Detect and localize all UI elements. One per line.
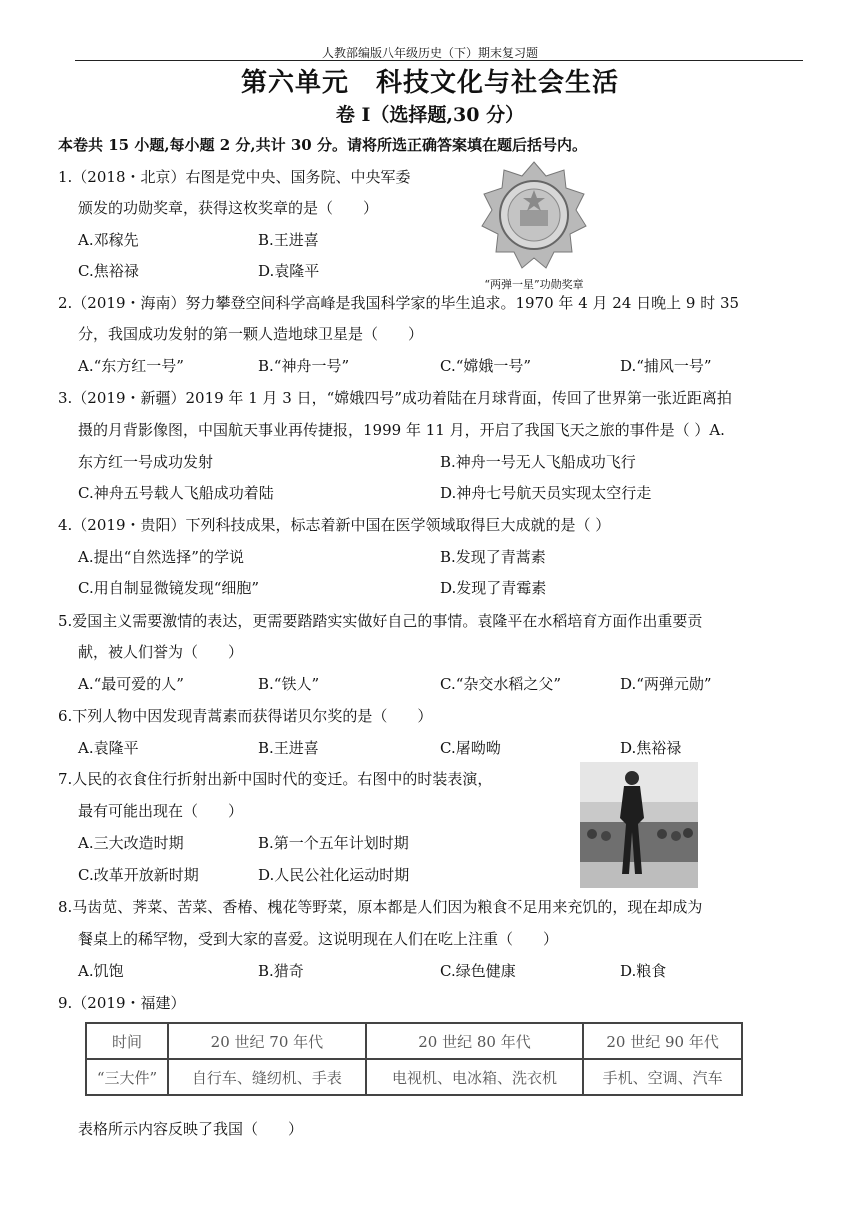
q9-question: 表格所示内容反映了我国（ ） [78, 1120, 304, 1138]
q8-stem-line2: 餐桌上的稀罕物，受到大家的喜爱。这说明现在人们在吃上注重（ ） [78, 930, 559, 948]
q1-option-b[interactable]: B.王进喜 [258, 231, 319, 249]
q3-option-d[interactable]: D.神舟七号航天员实现太空行走 [440, 484, 652, 502]
q2-option-b[interactable]: B.“神舟一号” [258, 357, 350, 375]
q4-stem: 4.（2019・贵阳）下列科技成果，标志着新中国在医学领域取得巨大成就的是（ ） [58, 516, 611, 534]
table-cell: 自行车、缝纫机、手表 [168, 1059, 366, 1095]
q8-option-b[interactable]: B.猎奇 [258, 962, 304, 980]
q4-option-d[interactable]: D.发现了青霉素 [440, 579, 547, 597]
unit-title: 第六单元 科技文化与社会生活 [240, 68, 619, 98]
q2-option-c[interactable]: C.“嫦娥一号” [440, 357, 532, 375]
q8-option-c[interactable]: C.绿色健康 [440, 962, 516, 980]
three-items-table [85, 1022, 743, 1096]
q5-stem-line2: 献，被人们誉为（ ） [78, 643, 244, 661]
table-row [86, 1059, 742, 1095]
q6-option-d[interactable]: D.焦裕禄 [620, 739, 682, 757]
q2-option-a[interactable]: A.“东方红一号” [78, 357, 184, 375]
instructions: 本卷共 15 小题,每小题 2 分,共计 30 分。请将所选正确答案填在题后括号内。 [58, 136, 587, 154]
q4-option-a[interactable]: A.提出“自然选择”的学说 [78, 548, 244, 566]
table-header-row [86, 1023, 742, 1059]
table-cell: 手机、空调、汽车 [583, 1059, 742, 1095]
section-subtitle: 卷 I（选择题,30 分） [335, 104, 525, 126]
q7-option-a[interactable]: A.三大改造时期 [78, 834, 184, 852]
q6-option-c[interactable]: C.屠呦呦 [440, 739, 501, 757]
q3-option-c[interactable]: C.神舟五号载人飞船成功着陆 [78, 484, 274, 502]
q4-option-c[interactable]: C.用自制显微镜发现“细胞” [78, 579, 260, 597]
q5-stem-line1: 5.爱国主义需要激情的表达，更需要踏踏实实做好自己的事情。袁隆平在水稻培育方面作出重要贡 [58, 612, 703, 630]
q7-stem-line2: 最有可能出现在（ ） [78, 802, 244, 820]
q5-option-b[interactable]: B.“铁人” [258, 675, 320, 693]
table-cell: 20 世纪 80 年代 [366, 1023, 583, 1059]
q4-option-b[interactable]: B.发现了青蒿素 [440, 548, 546, 566]
q6-stem: 6.下列人物中因发现青蒿素而获得诺贝尔奖的是（ ） [58, 707, 433, 725]
q2-option-d[interactable]: D.“捕风一号” [620, 357, 712, 375]
page-header: 人教部编版八年级历史（下）期末复习题 [321, 46, 538, 60]
header-rule [75, 60, 803, 61]
fashion-show-photo [580, 762, 698, 888]
q5-option-c[interactable]: C.“杂交水稻之父” [440, 675, 562, 693]
medal-image [480, 160, 588, 290]
table-cell: 20 世纪 90 年代 [583, 1023, 742, 1059]
q1-option-a[interactable]: A.邓稼先 [78, 231, 139, 249]
table-cell: 时间 [86, 1023, 168, 1059]
q9-stem: 9.（2019・福建） [58, 994, 186, 1012]
q3-option-a[interactable]: 东方红一号成功发射 [78, 453, 214, 471]
q1-stem-line2: 颁发的功勋奖章，获得这枚奖章的是（ ） [78, 199, 379, 217]
q1-option-d[interactable]: D.袁隆平 [258, 262, 320, 280]
q6-option-b[interactable]: B.王进喜 [258, 739, 319, 757]
q8-option-d[interactable]: D.粮食 [620, 962, 667, 980]
table-cell: 电视机、电冰箱、洗衣机 [366, 1059, 583, 1095]
q8-option-a[interactable]: A.饥饱 [78, 962, 124, 980]
q8-stem-line1: 8.马齿苋、荠菜、苦菜、香椿、槐花等野菜，原本都是人们因为粮食不足用来充饥的，现在却成为 [58, 898, 703, 916]
q7-option-d[interactable]: D.人民公社化运动时期 [258, 866, 410, 884]
q2-stem-line2: 分，我国成功发射的第一颗人造地球卫星是（ ） [78, 325, 424, 343]
q3-stem-line1: 3.（2019・新疆）2019 年 1 月 3 日，“嫦娥四号”成功着陆在月球背面，传回了世界第一张近距离拍 [58, 389, 732, 407]
q2-stem-line1: 2.（2019・海南）努力攀登空间科学高峰是我国科学家的毕生追求。1970 年 4 月 24 日晚上 9 时 35 [58, 294, 740, 312]
q1-option-c[interactable]: C.焦裕禄 [78, 262, 139, 280]
q5-option-d[interactable]: D.“两弹元勋” [620, 675, 712, 693]
q7-option-b[interactable]: B.第一个五年计划时期 [258, 834, 409, 852]
table-cell: 20 世纪 70 年代 [168, 1023, 366, 1059]
q3-option-b[interactable]: B.神舟一号无人飞船成功飞行 [440, 453, 636, 471]
table-cell: “三大件” [86, 1059, 168, 1095]
medal-caption: “两弹一星”功勋奖章 [484, 278, 584, 291]
q7-option-c[interactable]: C.改革开放新时期 [78, 866, 199, 884]
q7-stem-line1: 7.人民的衣食住行折射出新中国时代的变迁。右图中的时装表演， [58, 770, 493, 788]
q1-stem-line1: 1.（2018・北京）右图是党中央、国务院、中央军委 [58, 168, 411, 186]
q3-stem-line2: 摄的月背影像图，中国航天事业再传捷报，1999 年 11 月，开启了我国飞天之旅的事件是（ ）A. [78, 421, 725, 439]
q6-option-a[interactable]: A.袁隆平 [78, 739, 139, 757]
q5-option-a[interactable]: A.“最可爱的人” [78, 675, 184, 693]
